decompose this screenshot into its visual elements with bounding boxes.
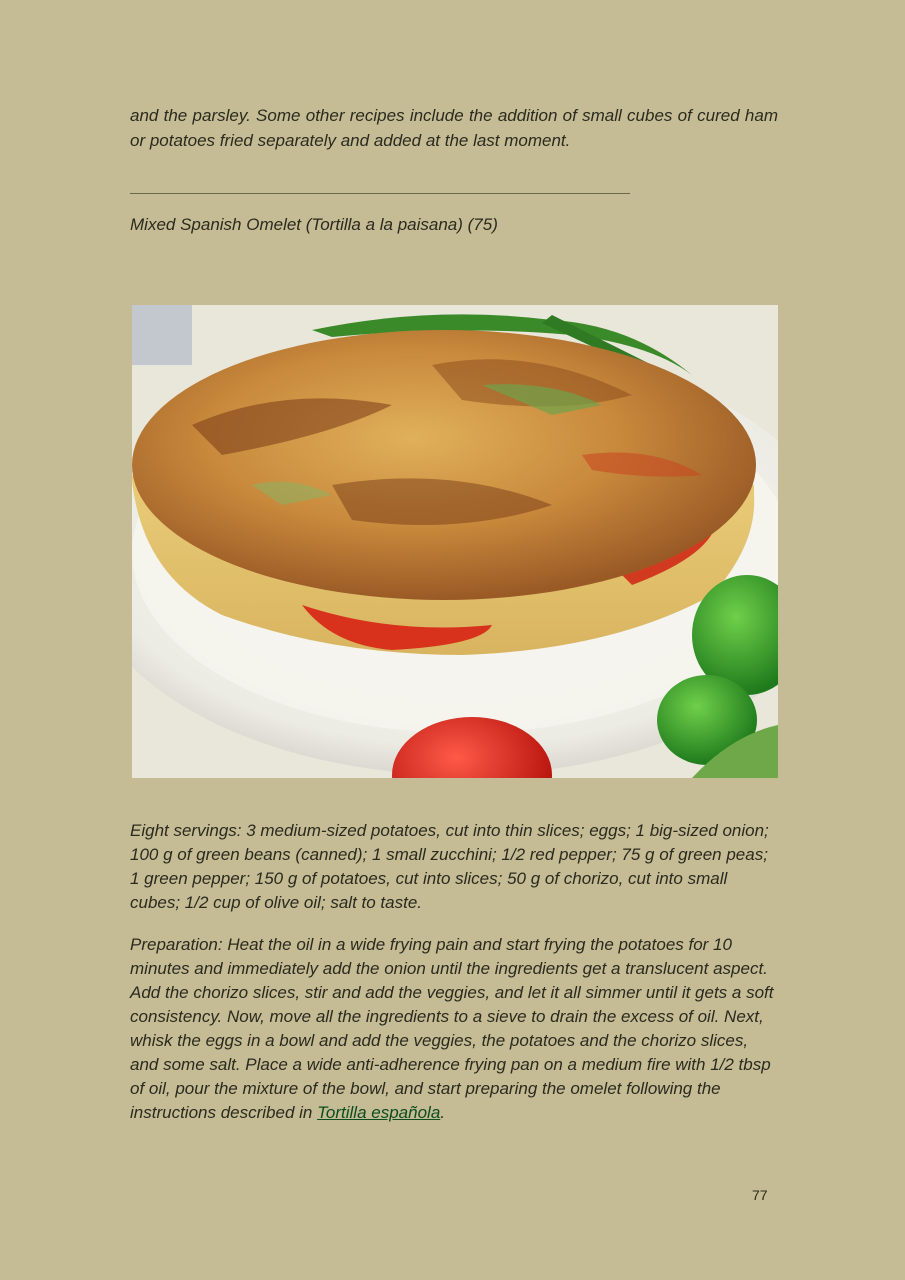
tortilla-espanola-link[interactable]: Tortilla española [317, 1103, 441, 1122]
page-number: 77 [752, 1187, 768, 1203]
tortilla-photo [132, 305, 778, 778]
section-divider [130, 193, 630, 194]
preparation-paragraph [130, 933, 778, 1125]
omelet-illustration [132, 305, 778, 778]
recipe-title: Mixed Spanish Omelet (Tortilla a la paisana) (75) [130, 215, 498, 234]
preparation-text: Preparation: Heat the oil in a wide frying pain and start frying the potatoes for 10 minutes and immediately add the onion until the ingredients get a translucent aspect. Add the chorizo slices, stir and add the veggies, and let it all simmer until it gets a soft consistency. Now, move all the ingredients to a sieve to drain the excess of oil. Next, whisk the eggs in a bowl and add the veggies, the potatoes and the chorizo slices, and some salt. Place a wide anti-adherence frying pan on a medium fire with 1/2 tbsp of oil, pour the mixture of the bowl, and start preparing the omelet following the instructions described in [130, 935, 774, 1122]
ingredients-paragraph: Eight servings: 3 medium-sized potatoes, cut into thin slices; eggs; 1 big-sized onion; 100 g of green beans (canned); 1 small zucchini; 1/2 red pepper; 75 g of green peas; 1 green pepper; 150 g of potatoes, cut into slices; 50 g of chorizo, cut into small cubes; 1/2 cup of olive oil; salt to taste. [130, 821, 769, 912]
intro-paragraph: and the parsley. Some other recipes include the addition of small cubes of cured ham or potatoes fried separately and added at the last moment. [130, 106, 778, 150]
preparation-end: . [440, 1103, 446, 1122]
